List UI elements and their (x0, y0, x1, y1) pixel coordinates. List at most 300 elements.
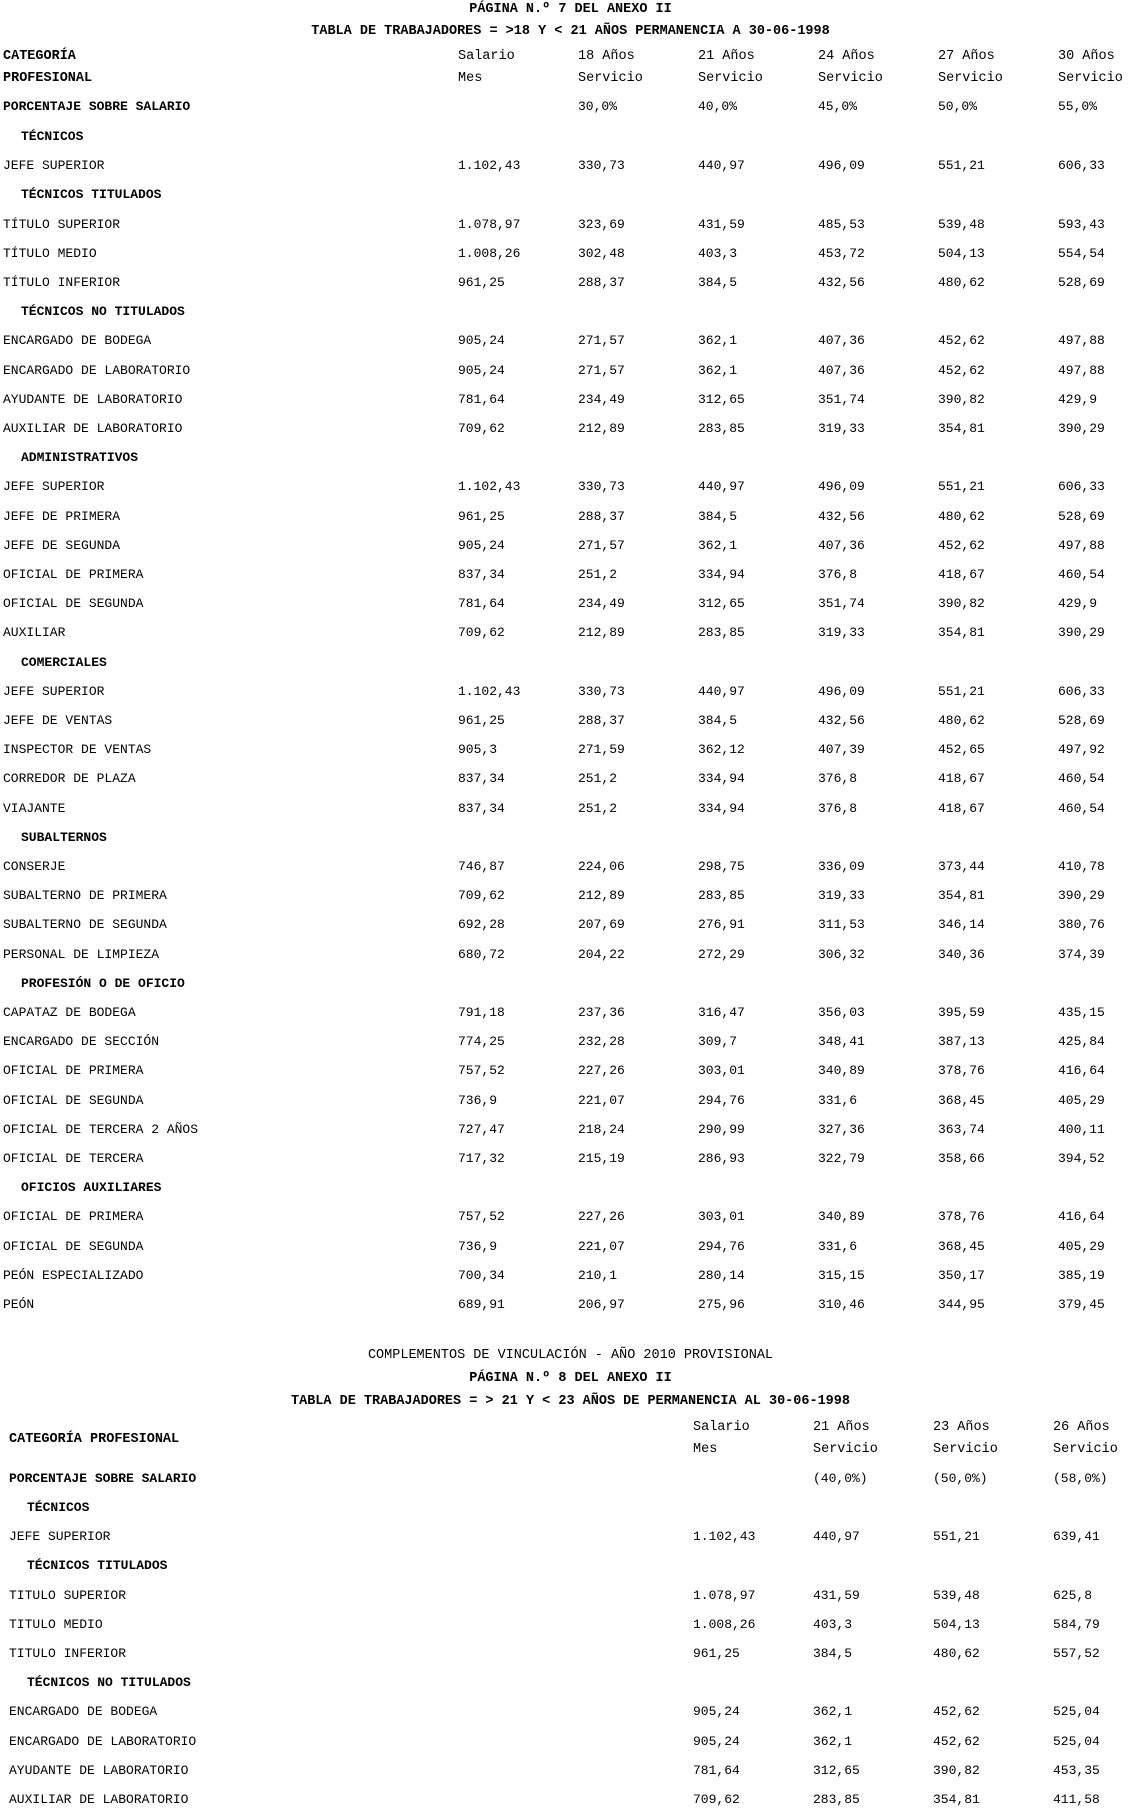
value-cell: 497,88 (1058, 537, 1105, 553)
category-cell: OFICIAL DE PRIMERA (3, 1063, 144, 1079)
value-cell: 330,73 (578, 158, 625, 174)
table-row (0, 887, 1141, 905)
table2-header-col3-line1: 23 Años (933, 1420, 990, 1435)
value-cell: 237,36 (578, 1005, 625, 1020)
value-cell: 418,67 (938, 771, 985, 787)
value-cell: 425,84 (1058, 1034, 1105, 1050)
percentage-label: PORCENTAJE SOBRE SALARIO (9, 1471, 197, 1486)
value-cell: 416,64 (1058, 1063, 1105, 1079)
table-row (0, 332, 1141, 350)
value-cell: 1.008,26 (693, 1616, 756, 1632)
table2-header-col4-line2: Servicio (1053, 1442, 1118, 1457)
value-cell: 539,48 (938, 216, 985, 232)
value-cell: 271,57 (578, 333, 625, 349)
table2-header-col4-line1: 26 Años (1053, 1420, 1110, 1435)
value-cell: 340,89 (818, 1209, 865, 1225)
category-cell: JEFE SUPERIOR (3, 683, 105, 699)
value-cell: 961,25 (458, 275, 505, 290)
section-heading: TÉCNICOS TITULADOS (21, 187, 162, 203)
table-row (0, 1092, 1141, 1110)
value-cell: 480,62 (938, 508, 985, 524)
value-cell: 736,9 (458, 1092, 498, 1108)
value-cell: 319,33 (818, 421, 865, 436)
value-cell: 709,62 (458, 888, 505, 904)
value-cell: 680,72 (458, 946, 505, 962)
value-cell: 1.102,43 (458, 683, 521, 699)
value-cell: 310,46 (818, 1297, 865, 1312)
value-cell: 689,91 (458, 1297, 505, 1312)
value-cell: 1.008,26 (458, 245, 521, 261)
section-heading: OFICIOS AUXILIARES (21, 1180, 162, 1196)
section-heading: TÉCNICOS (27, 1500, 90, 1515)
percentage-row (0, 1470, 1141, 1488)
percentage-value: 40,0% (698, 99, 738, 114)
category-cell: SUBALTERNO DE SEGUNDA (3, 917, 167, 933)
value-cell: 625,8 (1053, 1587, 1093, 1603)
table1-header-category-line2: PROFESIONAL (3, 71, 93, 86)
value-cell: 207,69 (578, 917, 625, 933)
value-cell: 283,85 (813, 1792, 860, 1807)
value-cell: 363,74 (938, 1121, 985, 1137)
table1-page-title: PÁGINA N.º 7 DEL ANEXO II (469, 2, 672, 17)
category-cell: ENCARGADO DE LABORATORIO (9, 1733, 197, 1749)
section-heading: COMERCIALES (21, 654, 107, 670)
category-cell: OFICIAL DE PRIMERA (3, 1209, 144, 1225)
value-cell: 378,76 (938, 1209, 985, 1225)
value-cell: 348,41 (818, 1034, 865, 1050)
value-cell: 709,62 (693, 1792, 740, 1807)
table-row (0, 770, 1141, 788)
category-cell: OFICIAL DE PRIMERA (3, 567, 144, 582)
table-row (0, 1791, 1141, 1809)
value-cell: 418,67 (938, 567, 985, 582)
value-cell: 429,9 (1058, 596, 1098, 612)
table2-section-title: COMPLEMENTOS DE VINCULACIÓN - AÑO 2010 PROVISIONAL (367, 1348, 774, 1363)
value-cell: 327,36 (818, 1121, 865, 1137)
table1-header-col3-line1: 21 Años (698, 49, 755, 64)
value-cell: 311,53 (818, 917, 865, 933)
value-cell: 432,56 (818, 713, 865, 728)
value-cell: 312,65 (698, 596, 745, 612)
value-cell: 356,03 (818, 1005, 865, 1020)
category-cell: PEÓN (3, 1297, 35, 1312)
value-cell: 410,78 (1058, 859, 1105, 874)
value-cell: 390,82 (933, 1762, 980, 1778)
value-cell: 362,1 (698, 537, 738, 553)
table-row (0, 1004, 1141, 1022)
value-cell: 288,37 (578, 713, 625, 728)
value-cell: 376,8 (818, 567, 858, 582)
value-cell: 639,41 (1053, 1529, 1100, 1545)
value-cell: 272,29 (698, 946, 745, 962)
value-cell: 373,44 (938, 859, 985, 874)
value-cell: 390,82 (938, 596, 985, 612)
value-cell: 319,33 (818, 625, 865, 641)
value-cell: 280,14 (698, 1267, 745, 1283)
value-cell: 709,62 (458, 625, 505, 641)
value-cell: 837,34 (458, 567, 505, 582)
value-cell: 298,75 (698, 859, 745, 874)
value-cell: 276,91 (698, 917, 745, 933)
value-cell: 384,5 (698, 508, 738, 524)
value-cell: 452,62 (938, 537, 985, 553)
value-cell: 418,67 (938, 800, 985, 816)
value-cell: 453,35 (1053, 1762, 1100, 1778)
value-cell: 215,19 (578, 1151, 625, 1166)
table-row (0, 157, 1141, 175)
table-row (0, 537, 1141, 555)
value-cell: 781,64 (693, 1762, 740, 1778)
table-row (0, 1616, 1141, 1634)
value-cell: 251,2 (578, 771, 618, 787)
value-cell: 1.102,43 (458, 158, 521, 174)
value-cell: 528,69 (1058, 275, 1105, 290)
category-cell: TITULO INFERIOR (9, 1646, 127, 1661)
value-cell: 416,64 (1058, 1209, 1105, 1225)
value-cell: 395,59 (938, 1005, 985, 1020)
value-cell: 378,76 (938, 1063, 985, 1079)
percentage-value: 50,0% (938, 99, 978, 114)
value-cell: 727,47 (458, 1121, 505, 1137)
category-cell: OFICIAL DE SEGUNDA (3, 1238, 144, 1254)
value-cell: 905,24 (458, 362, 505, 378)
value-cell: 362,12 (698, 742, 745, 758)
value-cell: 316,47 (698, 1005, 745, 1020)
category-cell: TITULO MEDIO (9, 1616, 103, 1632)
value-cell: 354,81 (933, 1792, 980, 1807)
percentage-value: 45,0% (818, 99, 858, 114)
value-cell: 380,76 (1058, 917, 1105, 933)
value-cell: 309,7 (698, 1034, 738, 1050)
percentage-value: 30,0% (578, 99, 618, 114)
table2-table-title: TABLA DE TRABAJADORES = > 21 Y < 23 AÑOS DE PERMANENCIA AL 30-06-1998 (291, 1394, 850, 1409)
value-cell: 390,82 (938, 391, 985, 407)
category-cell: ENCARGADO DE BODEGA (3, 333, 152, 349)
table1-table-title: TABLA DE TRABAJADORES = >18 Y < 21 AÑOS PERMANENCIA A 30-06-1998 (311, 24, 830, 39)
value-cell: 354,81 (938, 888, 985, 904)
table-row (0, 391, 1141, 409)
value-cell: 330,73 (578, 479, 625, 495)
value-cell: 385,19 (1058, 1267, 1105, 1283)
table-row (0, 595, 1141, 613)
table-row (0, 741, 1141, 759)
category-cell: AUXILIAR (3, 625, 66, 641)
value-cell: 606,33 (1058, 158, 1105, 174)
value-cell: 480,62 (938, 275, 985, 290)
value-cell: 390,29 (1058, 625, 1105, 641)
table-row (0, 1267, 1141, 1285)
value-cell: 234,49 (578, 391, 625, 407)
value-cell: 400,11 (1058, 1121, 1105, 1137)
table-row (0, 1645, 1141, 1663)
value-cell: 212,89 (578, 625, 625, 641)
value-cell: 283,85 (698, 888, 745, 904)
value-cell: 460,54 (1058, 771, 1105, 787)
table1-header-category-line1: CATEGORÍA (3, 49, 76, 64)
value-cell: 525,04 (1053, 1733, 1100, 1749)
value-cell: 294,76 (698, 1092, 745, 1108)
category-cell: OFICIAL DE SEGUNDA (3, 596, 144, 612)
value-cell: 384,5 (698, 275, 738, 290)
value-cell: 497,92 (1058, 742, 1105, 758)
value-cell: 1.102,43 (458, 479, 521, 495)
value-cell: 432,56 (818, 508, 865, 524)
value-cell: 539,48 (933, 1587, 980, 1603)
value-cell: 376,8 (818, 771, 858, 787)
value-cell: 961,25 (458, 508, 505, 524)
value-cell: 606,33 (1058, 479, 1105, 495)
value-cell: 251,2 (578, 567, 618, 582)
section-heading: SUBALTERNOS (21, 829, 107, 845)
category-cell: AUXILIAR DE LABORATORIO (3, 421, 183, 436)
table-row (0, 712, 1141, 730)
section-heading: TÉCNICOS NO TITULADOS (21, 304, 185, 320)
table1-header-col4-line1: 24 Años (818, 49, 875, 64)
table1-header-col6-line1: 30 Años (1058, 49, 1115, 64)
value-cell: 331,6 (818, 1238, 858, 1254)
section-heading: TÉCNICOS TITULADOS (27, 1558, 168, 1574)
table1-header-col1-line1: Salario (458, 49, 515, 64)
value-cell: 453,72 (818, 245, 865, 261)
percentage-row (0, 98, 1141, 116)
value-cell: 584,79 (1053, 1616, 1100, 1632)
percentage-value: 55,0% (1058, 99, 1098, 114)
category-cell: JEFE DE VENTAS (3, 713, 113, 728)
table-row (0, 216, 1141, 234)
table1-header-col6-line2: Servicio (1058, 71, 1123, 86)
value-cell: 206,97 (578, 1297, 625, 1312)
table2-header-col1-line1: Salario (693, 1420, 750, 1435)
value-cell: 431,59 (813, 1587, 860, 1603)
value-cell: 405,29 (1058, 1238, 1105, 1254)
value-cell: 403,3 (698, 245, 738, 261)
value-cell: 212,89 (578, 421, 625, 436)
table-row (0, 1238, 1141, 1256)
value-cell: 358,66 (938, 1151, 985, 1166)
value-cell: 961,25 (458, 713, 505, 728)
value-cell: 496,09 (818, 479, 865, 495)
value-cell: 322,79 (818, 1151, 865, 1166)
value-cell: 485,53 (818, 216, 865, 232)
table-row (0, 1528, 1141, 1546)
category-cell: OFICIAL DE TERCERA (3, 1151, 144, 1166)
category-cell: VIAJANTE (3, 800, 66, 816)
value-cell: 384,5 (698, 713, 738, 728)
value-cell: 346,14 (938, 917, 985, 933)
value-cell: 283,85 (698, 421, 745, 436)
value-cell: 411,58 (1053, 1792, 1100, 1807)
value-cell: 905,3 (458, 742, 498, 758)
value-cell: 283,85 (698, 625, 745, 641)
category-cell: OFICIAL DE SEGUNDA (3, 1092, 144, 1108)
value-cell: 496,09 (818, 158, 865, 174)
table-row (0, 245, 1141, 263)
value-cell: 480,62 (933, 1646, 980, 1661)
value-cell: 429,9 (1058, 391, 1098, 407)
value-cell: 757,52 (458, 1063, 505, 1079)
table-row (0, 1150, 1141, 1168)
value-cell: 1.078,97 (458, 216, 521, 232)
value-cell: 593,43 (1058, 216, 1105, 232)
value-cell: 212,89 (578, 888, 625, 904)
value-cell: 407,36 (818, 362, 865, 378)
value-cell: 440,97 (698, 158, 745, 174)
table1-header-col4-line2: Servicio (818, 71, 883, 86)
percentage-value: (58,0%) (1053, 1471, 1108, 1486)
value-cell: 837,34 (458, 800, 505, 816)
value-cell: 403,3 (813, 1616, 853, 1632)
table-row (0, 1296, 1141, 1314)
value-cell: 528,69 (1058, 508, 1105, 524)
value-cell: 354,81 (938, 421, 985, 436)
value-cell: 334,94 (698, 771, 745, 787)
value-cell: 525,04 (1053, 1704, 1100, 1720)
table1-header-col3-line2: Servicio (698, 71, 763, 86)
value-cell: 480,62 (938, 713, 985, 728)
percentage-label: PORCENTAJE SOBRE SALARIO (3, 99, 191, 114)
category-cell: JEFE DE SEGUNDA (3, 537, 121, 553)
value-cell: 905,24 (458, 333, 505, 349)
value-cell: 407,36 (818, 333, 865, 349)
table1-header-col2-line1: 18 Años (578, 49, 635, 64)
value-cell: 504,13 (938, 245, 985, 261)
category-cell: SUBALTERNO DE PRIMERA (3, 888, 167, 904)
value-cell: 340,36 (938, 946, 985, 962)
category-cell: PERSONAL DE LIMPIEZA (3, 946, 160, 962)
value-cell: 551,21 (933, 1529, 980, 1545)
value-cell: 390,29 (1058, 421, 1105, 436)
section-heading: ADMINISTRATIVOS (21, 450, 139, 466)
value-cell: 336,09 (818, 859, 865, 874)
value-cell: 440,97 (813, 1529, 860, 1545)
value-cell: 221,07 (578, 1092, 625, 1108)
category-cell: JEFE SUPERIOR (3, 158, 105, 174)
value-cell: 452,65 (938, 742, 985, 758)
value-cell: 736,9 (458, 1238, 498, 1254)
percentage-value: (40,0%) (813, 1471, 868, 1486)
value-cell: 224,06 (578, 859, 625, 874)
value-cell: 497,88 (1058, 362, 1105, 378)
table1-header-col1-line2: Mes (458, 71, 483, 86)
category-cell: JEFE SUPERIOR (3, 479, 105, 495)
value-cell: 460,54 (1058, 567, 1105, 582)
category-cell: TÍTULO MEDIO (3, 245, 97, 261)
value-cell: 368,45 (938, 1092, 985, 1108)
value-cell: 315,15 (818, 1267, 865, 1283)
value-cell: 368,45 (938, 1238, 985, 1254)
value-cell: 210,1 (578, 1267, 618, 1283)
value-cell: 1.078,97 (693, 1587, 756, 1603)
table1-header-col2-line2: Servicio (578, 71, 643, 86)
section-heading: PROFESIÓN O DE OFICIO (21, 975, 185, 991)
value-cell: 1.102,43 (693, 1529, 756, 1545)
value-cell: 218,24 (578, 1121, 625, 1137)
value-cell: 288,37 (578, 508, 625, 524)
table2-page-title: PÁGINA N.º 8 DEL ANEXO II (469, 1371, 672, 1386)
value-cell: 294,76 (698, 1238, 745, 1254)
category-cell: TITULO SUPERIOR (9, 1587, 127, 1603)
value-cell: 435,15 (1058, 1005, 1105, 1020)
table-row (0, 274, 1141, 292)
value-cell: 407,36 (818, 537, 865, 553)
value-cell: 791,18 (458, 1005, 505, 1020)
value-cell: 312,65 (813, 1762, 860, 1778)
value-cell: 379,45 (1058, 1297, 1105, 1312)
value-cell: 227,26 (578, 1063, 625, 1079)
value-cell: 387,13 (938, 1034, 985, 1050)
value-cell: 306,32 (818, 946, 865, 962)
value-cell: 692,28 (458, 917, 505, 933)
value-cell: 271,59 (578, 742, 625, 758)
value-cell: 344,95 (938, 1297, 985, 1312)
value-cell: 496,09 (818, 683, 865, 699)
value-cell: 331,6 (818, 1092, 858, 1108)
value-cell: 905,24 (693, 1704, 740, 1720)
value-cell: 528,69 (1058, 713, 1105, 728)
category-cell: AYUDANTE DE LABORATORIO (9, 1762, 189, 1778)
value-cell: 961,25 (693, 1646, 740, 1661)
value-cell: 234,49 (578, 596, 625, 612)
value-cell: 551,21 (938, 683, 985, 699)
value-cell: 551,21 (938, 479, 985, 495)
value-cell: 302,48 (578, 245, 625, 261)
value-cell: 350,17 (938, 1267, 985, 1283)
value-cell: 362,1 (698, 362, 738, 378)
category-cell: ENCARGADO DE BODEGA (9, 1704, 158, 1720)
value-cell: 288,37 (578, 275, 625, 290)
value-cell: 374,39 (1058, 946, 1105, 962)
value-cell: 354,81 (938, 625, 985, 641)
value-cell: 551,21 (938, 158, 985, 174)
section-heading: TÉCNICOS NO TITULADOS (27, 1675, 191, 1691)
value-cell: 440,97 (698, 479, 745, 495)
table-row (0, 916, 1141, 934)
value-cell: 781,64 (458, 391, 505, 407)
category-cell: CAPATAZ DE BODEGA (3, 1005, 136, 1020)
value-cell: 746,87 (458, 859, 505, 874)
value-cell: 286,93 (698, 1151, 745, 1166)
table2-header-category: CATEGORÍA PROFESIONAL (9, 1432, 180, 1447)
value-cell: 497,88 (1058, 333, 1105, 349)
value-cell: 376,8 (818, 800, 858, 816)
value-cell: 312,65 (698, 391, 745, 407)
value-cell: 554,54 (1058, 245, 1105, 261)
value-cell: 757,52 (458, 1209, 505, 1225)
category-cell: JEFE DE PRIMERA (3, 508, 121, 524)
table-row (0, 1033, 1141, 1051)
category-cell: CONSERJE (3, 859, 66, 874)
value-cell: 290,99 (698, 1121, 745, 1137)
value-cell: 557,52 (1053, 1646, 1100, 1661)
table-row (0, 1062, 1141, 1080)
category-cell: PEÓN ESPECIALIZADO (3, 1267, 144, 1283)
table2-header-col3-line2: Servicio (933, 1442, 998, 1457)
value-cell: 251,2 (578, 800, 618, 816)
category-cell: JEFE SUPERIOR (9, 1529, 111, 1545)
table-row (0, 1587, 1141, 1605)
table-row (0, 624, 1141, 642)
category-cell: CORREDOR DE PLAZA (3, 771, 136, 787)
table1-header-col5-line2: Servicio (938, 71, 1003, 86)
value-cell: 440,97 (698, 683, 745, 699)
table-row (0, 362, 1141, 380)
table-row (0, 800, 1141, 818)
table-row (0, 1121, 1141, 1139)
value-cell: 717,32 (458, 1151, 505, 1166)
value-cell: 709,62 (458, 421, 505, 436)
value-cell: 504,13 (933, 1616, 980, 1632)
value-cell: 334,94 (698, 567, 745, 582)
